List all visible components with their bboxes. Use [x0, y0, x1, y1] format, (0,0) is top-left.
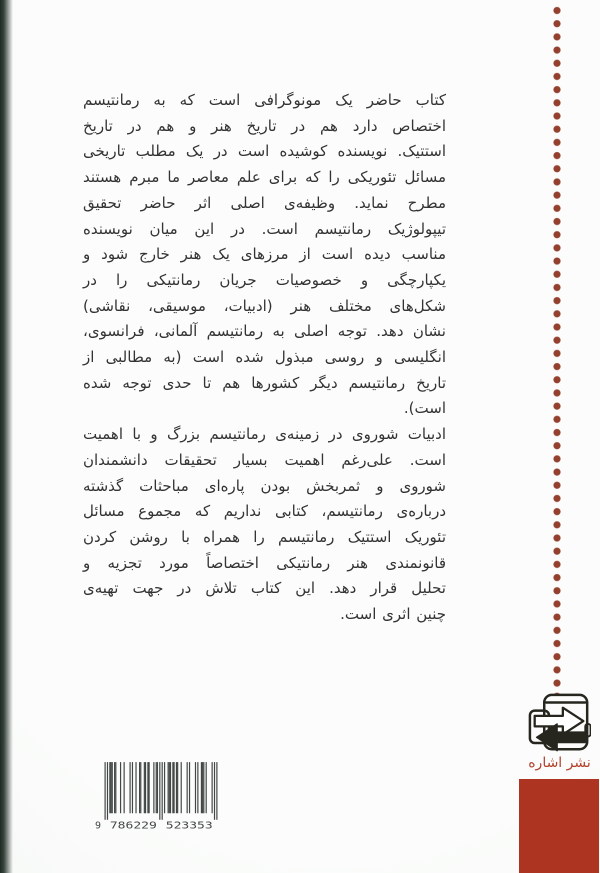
- blurb-line: تئوریک استتیک رمانتیسم را همراه با روشن کردن: [83, 527, 446, 546]
- blurb-line: مناسب دیده است از مرزهای یک هنر خارج شود و: [83, 245, 446, 264]
- blurb-line: تحلیل قرار دهد. این کتاب تلاش در جهت تهیه‌ی: [83, 579, 446, 598]
- isbn-barcode: [95, 762, 227, 830]
- blurb-line: استتیک. نویسنده کوشیده است در یک مطلب تاریخی: [83, 142, 446, 161]
- blurb-line: قانونمندی هنر رمانتیکی اختصاصاً مورد تجزیه و: [83, 553, 446, 572]
- blurb-line: تاریخ رمانتیسم دیگر کشورها هم تا حدی توجه شده: [83, 373, 446, 392]
- svg-text:523353: 523353: [165, 820, 213, 830]
- blurb-line: کتاب حاضر یک مونوگرافی است که به رمانتیسم: [83, 91, 446, 109]
- blurb-line: است).: [403, 399, 446, 418]
- blurb-line: انگلیسی و روسی مبذول شده است (به مطالبی از: [83, 348, 446, 367]
- blurb-line: نشان دهد. توجه اصلی به رمانتیسم آلمانی، فرانسوی،: [83, 322, 446, 341]
- blurb-text: [83, 88, 446, 628]
- accent-color-block: [519, 779, 599, 873]
- svg-text:786229: 786229: [109, 820, 157, 830]
- blurb-line: شکل‌های مختلف هنر (ادبیات، موسیقی، نقاشی): [83, 296, 446, 315]
- blurb-line: یکپارچگی و خصوصیات جریان رمانتیکی را در: [83, 270, 446, 289]
- blurb-line: است. علی‌رغم اهمیت بسیار تحقیقات دانشمندان: [83, 450, 446, 469]
- blurb-line: تیپولوژیک رمانتیسم است. در این میان نویسنده: [83, 219, 446, 238]
- blurb-line: درباره‌ی رمانتیسم، کتابی نداریم که مجموع مسائل: [83, 502, 446, 521]
- publisher-name: نشر اشاره: [528, 755, 591, 771]
- publisher-block: [519, 692, 600, 771]
- blurb-line: ادبیات شوروی در زمینه‌ی رمانتیسم بزرگ و با اهمیت: [83, 425, 446, 444]
- dotted-line: [553, 4, 561, 694]
- blurb-line: شوروی و ثمربخش بودن پاره‌ای مباحثات گذشته: [83, 476, 446, 495]
- svg-text:9: 9: [95, 820, 102, 830]
- blurb-line: چنین اثری است.: [340, 605, 446, 624]
- blurb-line: مسائل تئوریکی را که برای علم معاصر ما مبرم هستند: [83, 168, 446, 187]
- publisher-logo-book-arrows-icon: [528, 692, 591, 754]
- book-edge-shadow: [0, 0, 13, 873]
- blurb-line: مطرح نماید. وظیفه‌ی اصلی اثر حاضر تحقیق: [83, 193, 446, 212]
- blurb-line: اختصاص دارد هم در تاریخ هنر و هم در تاریخ: [83, 116, 446, 135]
